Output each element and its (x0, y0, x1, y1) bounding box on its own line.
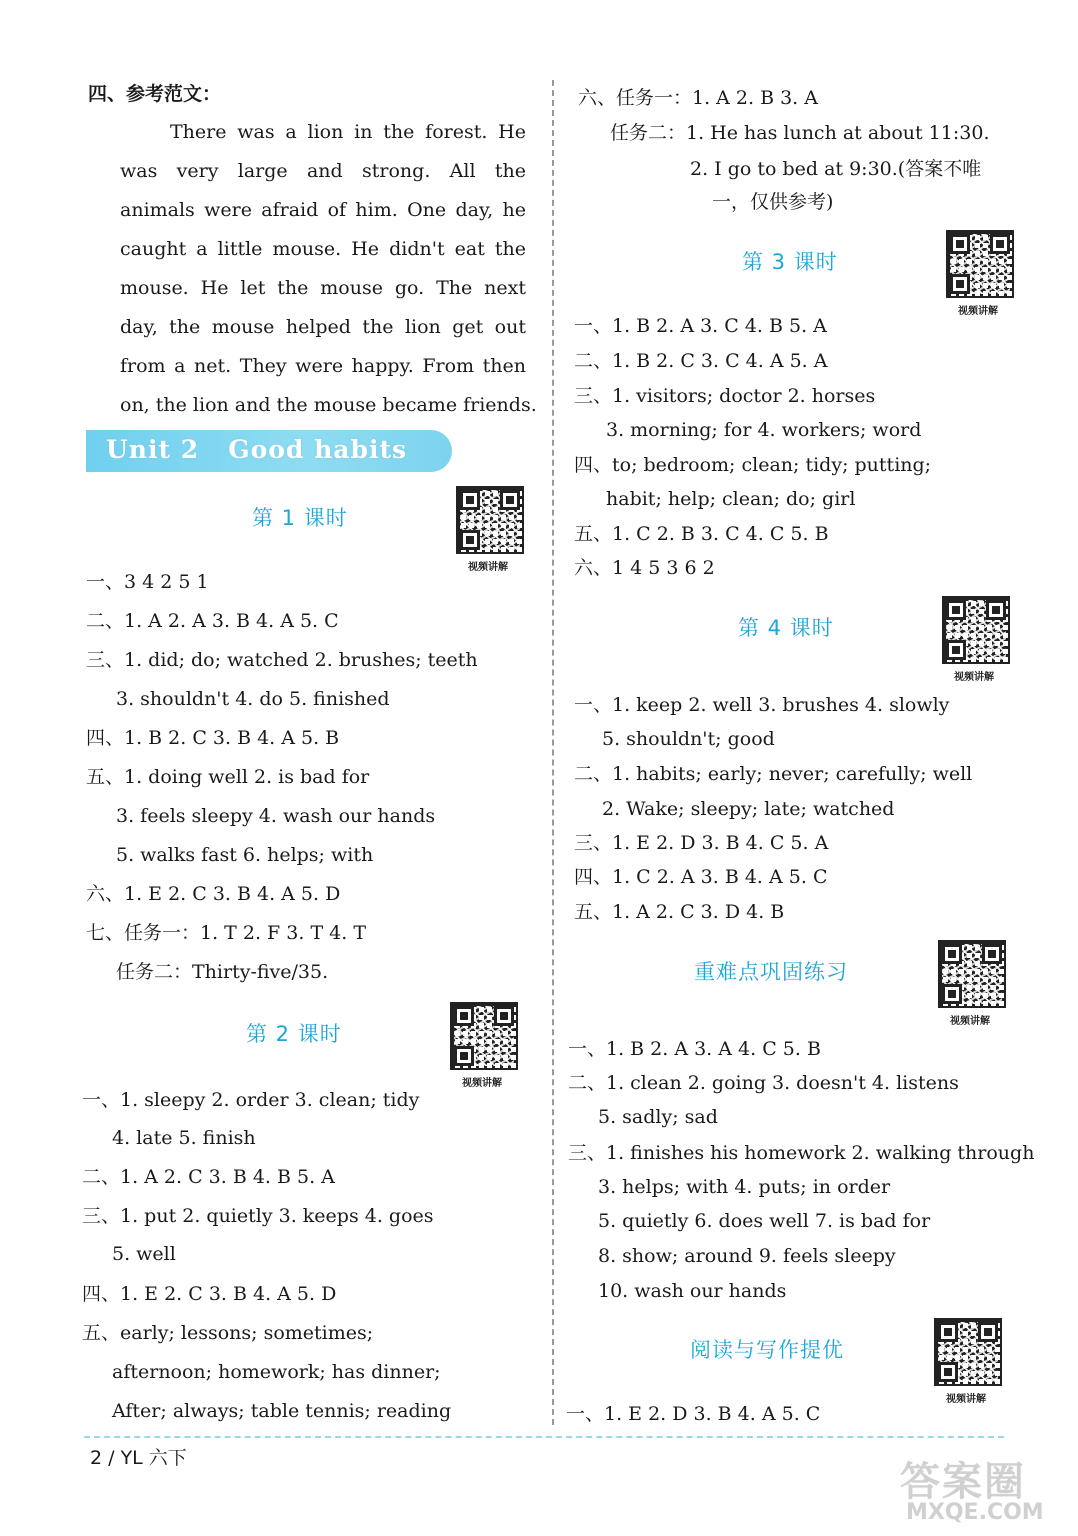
answer-line: 五、1. doing well 2. is bad for (86, 766, 370, 788)
answer-line: 六、1. E 2. C 3. B 4. A 5. D (86, 883, 341, 905)
qr-code-icon[interactable] (450, 1002, 518, 1070)
answer-line: 四、1. C 2. A 3. B 4. A 5. C (574, 866, 828, 888)
answer-line: 2. Wake; sleepy; late; watched (602, 798, 895, 820)
answer-line: 2. I go to bed at 9:30.(答案不唯 (690, 158, 982, 180)
qr-caption: 视频讲解 (468, 562, 508, 573)
answer-line: 3. morning; for 4. workers; word (606, 419, 922, 441)
answer-line: 3. helps; with 4. puts; in order (598, 1176, 891, 1198)
essay-line: on, the lion and the mouse became friends. (120, 394, 537, 416)
watermark-logo (900, 1450, 1060, 1530)
answer-line: 三、1. did; do; watched 2. brushes; teeth (86, 649, 478, 671)
answer-line: 三、1. visitors; doctor 2. horses (574, 385, 876, 407)
answer-line: 二、1. clean 2. going 3. doesn't 4. listens (568, 1072, 959, 1094)
answer-line: 一、1. keep 2. well 3. brushes 4. slowly (574, 694, 950, 716)
page-footer: 2 / YL 六下 (90, 1447, 187, 1469)
answer-line: 二、1. A 2. C 3. B 4. B 5. A (82, 1166, 335, 1188)
qr-caption: 视频讲解 (958, 306, 998, 317)
qr-caption: 视频讲解 (954, 672, 994, 683)
qr-caption: 视频讲解 (946, 1394, 986, 1405)
answer-line: 一、1. sleepy 2. order 3. clean; tidy (82, 1089, 420, 1111)
answer-line: 3. shouldn't 4. do 5. finished (116, 688, 390, 710)
essay-line: mouse. He let the mouse go. The next (120, 277, 526, 299)
unit-banner-title: Unit 2 Good habits (106, 435, 408, 464)
answer-line: 一、1. B 2. A 3. A 4. C 5. B (568, 1038, 821, 1060)
answer-line: 一，仅供参考) (712, 191, 834, 213)
qr-caption: 视频讲解 (462, 1078, 502, 1089)
answer-line: 四、1. B 2. C 3. B 4. A 5. B (86, 727, 340, 749)
answer-line: 三、1. finishes his homework 2. walking through (568, 1142, 1035, 1164)
answer-line: 三、1. E 2. D 3. B 4. C 5. A (574, 832, 829, 854)
qr-code-icon[interactable] (942, 596, 1010, 664)
qr-code-icon[interactable] (456, 486, 524, 554)
answer-line: 任务二：Thirty-five/35. (116, 961, 329, 983)
lesson2-title: 第 2 课时 (246, 1022, 342, 1046)
answer-line: 5. walks fast 6. helps; with (116, 844, 374, 866)
answer-line: 五、1. A 2. C 3. D 4. B (574, 901, 785, 923)
answer-line: 三、1. put 2. quietly 3. keeps 4. goes (82, 1205, 434, 1227)
answer-line: habit; help; clean; do; girl (606, 488, 856, 510)
answer-line: 5. quietly 6. does well 7. is bad for (598, 1210, 931, 1232)
answer-line: 五、early; lessons; sometimes; (82, 1322, 374, 1344)
answer-line: 一、1. B 2. A 3. C 4. B 5. A (574, 315, 827, 337)
answer-line: 四、to; bedroom; clean; tidy; putting; (574, 454, 932, 476)
answer-line: 5. shouldn't; good (602, 728, 775, 750)
answer-line: 四、1. E 2. C 3. B 4. A 5. D (82, 1283, 337, 1305)
lesson3-title: 第 3 课时 (742, 250, 838, 274)
answer-line: 8. show; around 9. feels sleepy (598, 1245, 896, 1267)
answer-line: 七、任务一：1. T 2. F 3. T 4. T (86, 922, 366, 944)
answer-line: 六、任务一：1. A 2. B 3. A (578, 87, 818, 109)
essay-heading: 四、参考范文： (88, 83, 222, 105)
answer-line: 4. late 5. finish (112, 1127, 256, 1149)
answer-line: 一、3 4 2 5 1 (86, 571, 209, 593)
answer-line: 任务二：1. He has lunch at about 11:30. (610, 122, 990, 144)
qr-caption: 视频讲解 (950, 1016, 990, 1027)
column-divider (552, 80, 554, 1425)
answer-line: After; always; table tennis; reading (112, 1400, 452, 1422)
essay-line: There was a lion in the forest. He (170, 121, 526, 143)
answer-line: 二、1. A 2. A 3. B 4. A 5. C (86, 610, 339, 632)
answer-line: 5. sadly; sad (598, 1106, 718, 1128)
qr-code-icon[interactable] (938, 940, 1006, 1008)
qr-code-icon[interactable] (946, 230, 1014, 298)
reading-title: 阅读与写作提优 (690, 1338, 844, 1362)
watermark-url: MXQE.COM (906, 1500, 1044, 1525)
footer-divider (84, 1436, 1004, 1438)
essay-line: from a net. They were happy. From then (120, 355, 526, 377)
answer-line: 二、1. B 2. C 3. C 4. A 5. A (574, 350, 828, 372)
answer-line: 六、1 4 5 3 6 2 (574, 557, 715, 579)
answer-line: afternoon; homework; has dinner; (112, 1361, 441, 1383)
essay-line: animals were afraid of him. One day, he (120, 199, 526, 221)
qr-code-icon[interactable] (934, 1318, 1002, 1386)
essay-line: caught a little mouse. He didn't eat the (120, 238, 526, 260)
review-title: 重难点巩固练习 (694, 960, 848, 984)
answer-line: 5. well (112, 1243, 176, 1265)
answer-line: 一、1. E 2. D 3. B 4. A 5. C (566, 1403, 821, 1425)
essay-line: was very large and strong. All the (120, 160, 526, 182)
answer-line: 3. feels sleepy 4. wash our hands (116, 805, 436, 827)
answer-line: 10. wash our hands (598, 1280, 787, 1302)
watermark-text: 答案圈 (900, 1459, 1026, 1505)
lesson1-title: 第 1 课时 (252, 506, 348, 530)
answer-line: 二、1. habits; early; never; carefully; well (574, 763, 973, 785)
essay-line: day, the mouse helped the lion get out (120, 316, 526, 338)
answer-line: 五、1. C 2. B 3. C 4. C 5. B (574, 523, 829, 545)
unit-banner (86, 430, 452, 472)
lesson4-title: 第 4 课时 (738, 616, 834, 640)
